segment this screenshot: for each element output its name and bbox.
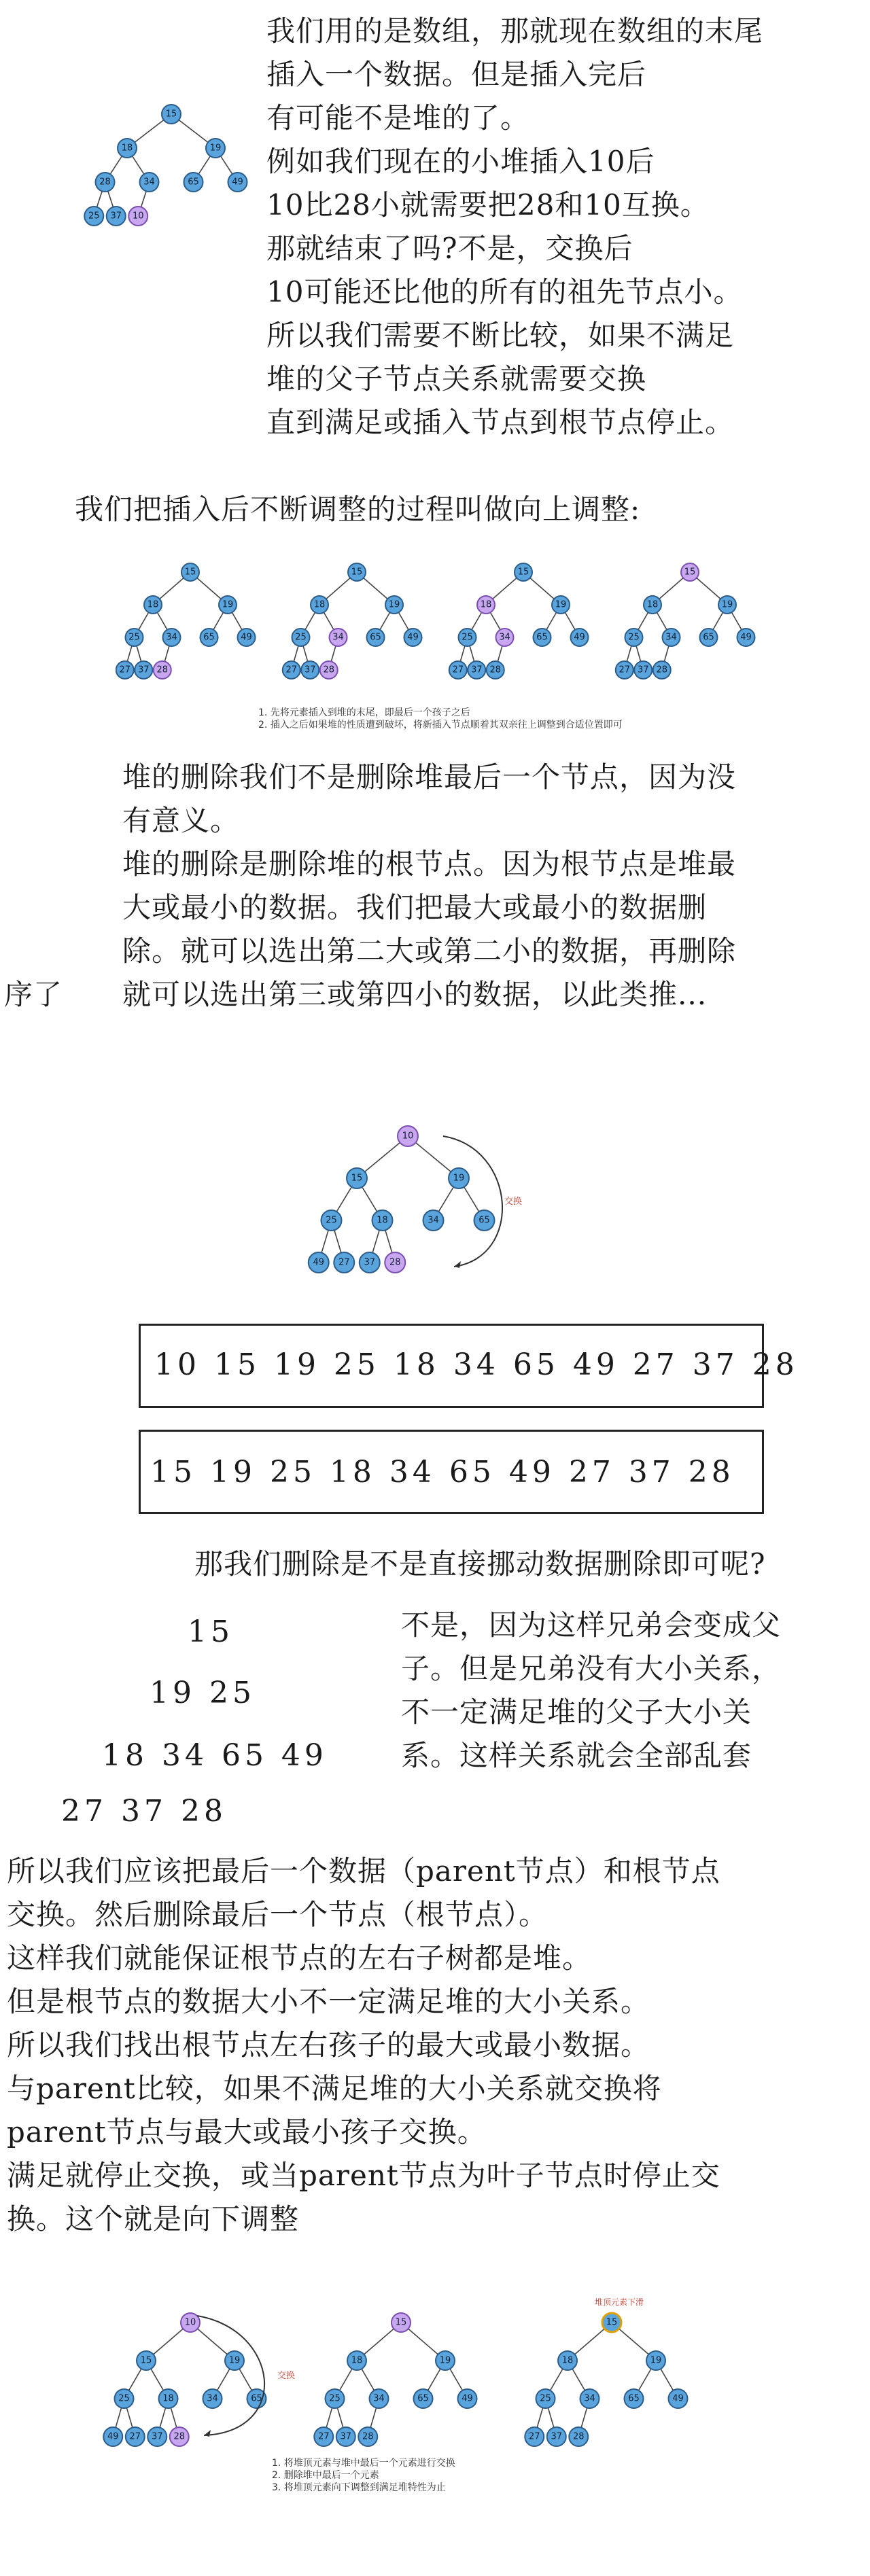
svg-text:19: 19 [228, 2355, 241, 2366]
svg-text:18: 18 [351, 2355, 363, 2366]
tree-node [700, 629, 718, 646]
sift-up-caption-2: 2. 插入之后如果堆的性质遭到破坏，将新插入节点顺着其双亲往上调整到合适位置即可 [258, 720, 623, 730]
svg-text:65: 65 [251, 2393, 262, 2404]
text-fragment: 序了 [4, 978, 63, 1011]
tree-node [602, 2313, 621, 2332]
tree-node [392, 2313, 411, 2332]
tree-node [126, 629, 143, 646]
tree-node [228, 173, 247, 192]
tree-node [320, 661, 338, 679]
svg-text:19: 19 [721, 599, 733, 610]
tree-node [459, 629, 476, 646]
tree-row-3: 18 34 65 49 [102, 1738, 328, 1773]
svg-text:25: 25 [540, 2393, 551, 2404]
svg-text:27: 27 [338, 1257, 350, 1268]
svg-text:15: 15 [184, 567, 196, 578]
sift-up-summary: 我们把插入后不断调整的过程叫做向上调整: [75, 493, 641, 526]
tree-node [644, 596, 661, 614]
tree-node [458, 2389, 477, 2408]
svg-text:28: 28 [362, 2431, 374, 2442]
svg-text:49: 49 [241, 632, 252, 643]
text-line: 子。但是兄弟没有大小关系， [401, 1652, 782, 1685]
tree-node [247, 2389, 266, 2408]
text-line: 换。这个就是向下调整 [7, 2202, 300, 2236]
tree-node [534, 629, 551, 646]
svg-text:34: 34 [332, 632, 344, 643]
tree-node [116, 661, 134, 679]
svg-text:49: 49 [574, 632, 585, 643]
tree-node [144, 596, 162, 614]
svg-text:65: 65 [188, 177, 199, 188]
tree-node [326, 2389, 345, 2408]
tree-node [84, 207, 103, 226]
text-line: 插入一个数据。但是插入完后 [266, 58, 647, 91]
svg-text:18: 18 [561, 2355, 574, 2366]
answer-text [401, 1604, 781, 1778]
tree-node [580, 2389, 599, 2408]
tree-node [283, 661, 300, 679]
tree-node [201, 629, 218, 646]
svg-text:37: 37 [340, 2431, 352, 2442]
svg-text:25: 25 [329, 2393, 341, 2404]
tree-row-4: 27 37 28 [61, 1794, 227, 1829]
text-line: 交换。然后删除最后一个节点（根节点）。 [7, 1898, 549, 1931]
tree-node [360, 1252, 380, 1273]
tree-node [159, 2389, 178, 2408]
tree-node [681, 563, 699, 581]
svg-text:34: 34 [499, 632, 510, 643]
svg-text:65: 65 [370, 632, 381, 643]
tree-node [126, 2427, 145, 2446]
svg-text:37: 37 [110, 211, 122, 222]
tree-node [154, 661, 171, 679]
tree-node [170, 2427, 189, 2446]
tree-node [372, 1210, 393, 1231]
svg-text:28: 28 [489, 665, 502, 675]
tree-node [107, 207, 126, 226]
text-line: 堆的删除是删除堆的根节点。因为根节点是堆最 [122, 847, 737, 881]
text-line: 堆的删除我们不是删除堆最后一个节点，因为没 [122, 760, 737, 794]
text-line: 除。就可以选出第二大或第二小的数据，再删除 [122, 934, 737, 968]
text-line: 10比28小就需要把28和10互换。 [266, 188, 710, 222]
svg-text:34: 34 [207, 2393, 218, 2404]
tree-node [385, 596, 403, 614]
tree-node [347, 2351, 366, 2370]
tree-node [515, 563, 532, 581]
svg-text:37: 37 [137, 665, 150, 675]
tree-node [348, 563, 366, 581]
svg-text:37: 37 [470, 665, 483, 675]
tree-node [219, 596, 237, 614]
tree-node [547, 2427, 566, 2446]
svg-text:19: 19 [209, 143, 222, 154]
svg-text:65: 65 [536, 632, 548, 643]
svg-text:18: 18 [147, 599, 159, 610]
tree-node [301, 661, 319, 679]
text-line: 但是根节点的数据大小不一定满足堆的大小关系。 [7, 1985, 650, 2018]
tree-node [474, 1210, 495, 1231]
tree-node [525, 2427, 544, 2446]
tree-node [496, 629, 514, 646]
svg-text:18: 18 [162, 2393, 174, 2404]
tree-node [162, 105, 181, 124]
tree-node [653, 661, 671, 679]
svg-text:49: 49 [462, 2393, 473, 2404]
array-box-1 [139, 1324, 799, 1408]
svg-text:27: 27 [528, 2431, 540, 2442]
tree-node [663, 629, 680, 646]
svg-text:49: 49 [107, 2431, 119, 2442]
svg-text:15: 15 [165, 109, 177, 120]
tree-node [206, 139, 225, 158]
text-line: 大或最小的数据。我们把最大或最小的数据删 [122, 891, 708, 924]
svg-text:49: 49 [313, 1257, 325, 1268]
svg-text:34: 34 [373, 2393, 385, 2404]
svg-text:37: 37 [551, 2431, 563, 2442]
tree-row-2: 19 25 [150, 1676, 256, 1710]
tree-node [436, 2351, 455, 2370]
small-heap-figure [76, 95, 273, 238]
svg-text:37: 37 [151, 2431, 163, 2442]
text-line: 所以我们需要不断比较，如果不满足 [266, 319, 735, 352]
text-line: 满足就停止交换，或当parent节点为叶子节点时停止交 [7, 2159, 720, 2192]
svg-text:28: 28 [389, 1257, 401, 1268]
tree-node [292, 629, 310, 646]
tree-node [163, 629, 181, 646]
question-text: 那我们删除是不是直接挪动数据删除即可呢? [194, 1547, 766, 1581]
svg-text:15: 15 [606, 2317, 618, 2328]
tree-node [115, 2389, 134, 2408]
down-swap-label: 交换 [277, 2371, 296, 2381]
text-line: 不是，因为这样兄弟会变成父 [401, 1608, 782, 1642]
svg-text:18: 18 [313, 599, 326, 610]
text-line: 不一定满足堆的父子大小关 [401, 1695, 752, 1729]
svg-text:10: 10 [184, 2317, 196, 2328]
svg-text:25: 25 [326, 1215, 337, 1226]
svg-text:28: 28 [323, 665, 335, 675]
tree-node [118, 139, 137, 158]
delete-explanation [122, 756, 736, 1017]
svg-text:65: 65 [203, 632, 215, 643]
tree-node [181, 563, 199, 581]
svg-text:15: 15 [684, 567, 696, 578]
svg-text:34: 34 [584, 2393, 595, 2404]
tree-node [181, 2313, 200, 2332]
text-line: 有可能不是堆的了。 [266, 101, 530, 135]
text-line: 系。这样关系就会全部乱套 [401, 1739, 752, 1772]
tree-node [625, 2389, 644, 2408]
svg-text:18: 18 [646, 599, 659, 610]
tree-node [552, 596, 570, 614]
down-note: 堆顶元素下滑 [595, 2297, 644, 2307]
text-line: 堆的父子节点关系就需要交换 [266, 362, 647, 395]
array-box-2 [139, 1430, 764, 1514]
svg-text:65: 65 [417, 2393, 429, 2404]
sift-up-caption-1: 1. 先将元素插入到堆的末尾，即最后一个孩子之后 [258, 707, 470, 718]
tree-node [423, 1210, 444, 1231]
svg-text:27: 27 [285, 665, 298, 675]
text-line: 与parent比较，如果不满足堆的大小关系就交换将 [7, 2072, 662, 2105]
svg-text:19: 19 [388, 599, 400, 610]
svg-text:25: 25 [628, 632, 640, 643]
svg-text:15: 15 [351, 567, 363, 578]
svg-text:10: 10 [132, 211, 144, 222]
tree-node [718, 596, 736, 614]
text-line: 10可能还比他的所有的祖先节点小。 [266, 275, 743, 308]
tree-node [330, 629, 347, 646]
svg-text:19: 19 [439, 2355, 451, 2366]
svg-text:25: 25 [295, 632, 307, 643]
svg-text:28: 28 [99, 177, 111, 188]
text-line: 那就结束了吗?不是，交换后 [266, 232, 633, 265]
sift-down-caption-2: 2. 删除堆中最后一个元素 [272, 2470, 379, 2481]
text-line: 所以我们应该把最后一个数据（parent节点）和根节点 [7, 1854, 720, 1888]
tree-node [321, 1210, 342, 1231]
svg-text:28: 28 [173, 2431, 186, 2442]
svg-text:37: 37 [637, 665, 649, 675]
svg-text:34: 34 [665, 632, 677, 643]
tree-node [147, 2427, 167, 2446]
svg-text:18: 18 [480, 599, 492, 610]
sift-down-caption-3: 3. 将堆顶元素向下调整到满足堆特性为止 [272, 2482, 446, 2493]
tree-node [309, 1252, 329, 1273]
svg-text:28: 28 [572, 2431, 585, 2442]
tree-node [140, 173, 159, 192]
tree-node [96, 173, 115, 192]
tree-node [203, 2389, 222, 2408]
text-line: parent节点与最大或最小孩子交换。 [7, 2115, 487, 2149]
tree-node [398, 1126, 418, 1146]
tree-node [571, 629, 589, 646]
tree-node [737, 629, 755, 646]
tree-node [385, 1252, 405, 1273]
tree-node [487, 661, 504, 679]
svg-text:37: 37 [364, 1257, 376, 1268]
tree-node [477, 596, 495, 614]
swap-label: 交换 [504, 1197, 523, 1207]
sift-down-explanation [7, 1850, 720, 2241]
swap-figure [299, 1121, 557, 1284]
tree-node [103, 2427, 122, 2446]
sift-down-figure [102, 2295, 714, 2452]
tree-node [137, 2351, 156, 2370]
sift-up-figure [116, 557, 782, 693]
svg-text:27: 27 [317, 2431, 330, 2442]
tree-node [358, 2427, 377, 2446]
tree-node [135, 661, 152, 679]
insert-explanation [266, 10, 763, 444]
svg-text:18: 18 [377, 1215, 388, 1226]
svg-text:25: 25 [118, 2393, 130, 2404]
tree-node [336, 2427, 355, 2446]
svg-text:10: 10 [402, 1131, 414, 1142]
svg-text:18: 18 [121, 143, 133, 154]
svg-text:15: 15 [140, 2355, 152, 2366]
tree-node [128, 207, 147, 226]
text-line: 我们用的是数组，那就现在数组的末尾 [266, 14, 764, 48]
svg-text:34: 34 [143, 177, 155, 188]
tree-node [616, 661, 633, 679]
svg-text:27: 27 [619, 665, 631, 675]
tree-node [370, 2389, 389, 2408]
text-line: 例如我们现在的小堆插入10后 [266, 145, 655, 178]
tree-node [625, 629, 643, 646]
array-values-2: 15 19 25 18 34 65 49 27 37 28 [150, 1455, 735, 1489]
tree-node [334, 1252, 354, 1273]
tree-node [646, 2351, 665, 2370]
svg-text:28: 28 [656, 665, 668, 675]
svg-text:27: 27 [119, 665, 131, 675]
tree-node [669, 2389, 688, 2408]
svg-text:15: 15 [395, 2317, 407, 2328]
svg-text:49: 49 [672, 2393, 684, 2404]
svg-text:15: 15 [517, 567, 529, 578]
svg-text:25: 25 [88, 211, 100, 222]
svg-text:34: 34 [166, 632, 177, 643]
tree-node [449, 1168, 469, 1188]
tree-node [184, 173, 203, 192]
tree-node [225, 2351, 244, 2370]
svg-text:25: 25 [462, 632, 473, 643]
tree-node [536, 2389, 555, 2408]
svg-text:19: 19 [453, 1173, 465, 1184]
tree-node [238, 629, 256, 646]
svg-text:49: 49 [740, 632, 752, 643]
sift-down-caption-1: 1. 将堆顶元素与堆中最后一个元素进行交换 [272, 2458, 455, 2469]
svg-text:19: 19 [650, 2355, 662, 2366]
svg-text:28: 28 [156, 665, 169, 675]
svg-text:65: 65 [703, 632, 714, 643]
tree-node [367, 629, 385, 646]
text-line: 所以我们找出根节点左右孩子的最大或最小数据。 [7, 2028, 650, 2062]
tree-node [314, 2427, 333, 2446]
tree-node [347, 1168, 367, 1188]
tree-node [468, 661, 485, 679]
svg-text:49: 49 [407, 632, 419, 643]
svg-text:25: 25 [128, 632, 140, 643]
svg-text:15: 15 [351, 1173, 363, 1184]
tree-node [558, 2351, 577, 2370]
tree-node [449, 661, 467, 679]
tree-node [634, 661, 652, 679]
svg-text:49: 49 [232, 177, 243, 188]
tree-node [569, 2427, 588, 2446]
svg-text:27: 27 [129, 2431, 141, 2442]
svg-text:27: 27 [452, 665, 464, 675]
text-line: 这样我们就能保证根节点的左右子树都是堆。 [7, 1941, 592, 1975]
svg-text:37: 37 [304, 665, 316, 675]
text-line: 有意义。 [122, 804, 240, 837]
svg-text:19: 19 [222, 599, 234, 610]
tree-node [414, 2389, 433, 2408]
svg-text:65: 65 [628, 2393, 640, 2404]
text-line: 就可以选出第三或第四小的数据，以此类推... [122, 978, 708, 1011]
text-line: 直到满足或插入节点到根节点停止。 [266, 406, 735, 439]
tree-row-1: 15 [188, 1615, 234, 1649]
svg-text:19: 19 [555, 599, 567, 610]
tree-node [311, 596, 328, 614]
array-values-1: 10 15 19 25 18 34 65 49 27 37 28 [154, 1347, 799, 1382]
svg-text:34: 34 [428, 1215, 439, 1226]
tree-node [404, 629, 422, 646]
svg-text:65: 65 [478, 1215, 490, 1226]
